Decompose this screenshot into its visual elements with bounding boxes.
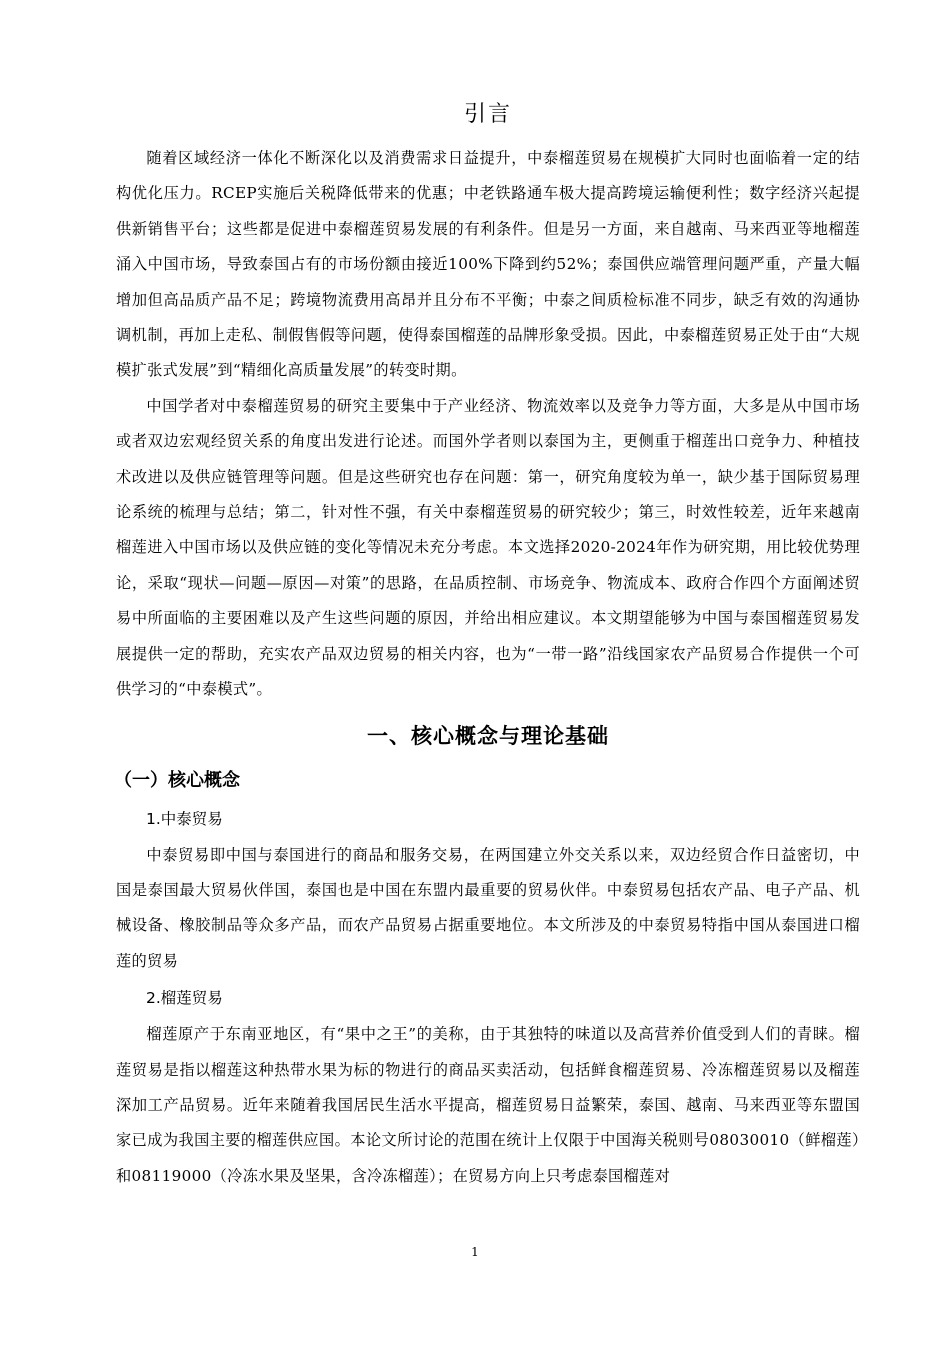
subsection-1-title: 1.中泰贸易	[146, 809, 223, 828]
subsection-1-paragraph: 中泰贸易即中国与泰国进行的商品和服务交易，在两国建立外交关系以来，双边经贸合作日益密切，中国是泰国最大贸易伙伴国，泰国也是中国在东盟内最重要的贸易伙伴。中泰贸易包括农产品、电子产品、机械设备、橡胶制品等众多产品，而农产品贸易占据重要地位。本文所涉及的中泰贸易特指中国从泰国进口榴莲的贸易	[116, 845, 860, 970]
chapter-1-title: 一、核心概念与理论基础	[367, 723, 609, 748]
subsection-2-title: 2.榴莲贸易	[146, 989, 223, 1008]
intro-paragraph-2: 中国学者对中泰榴莲贸易的研究主要集中于产业经济、物流效率以及竞争力等方面，大多是从中国市场或者双边宏观经贸关系的角度出发进行论述。而国外学者则以泰国为主，更侧重于榴莲出口竞争力、种植技术改进以及供应链管理等问题。但是这些研究也存在问题：第一，研究角度较为单一，缺少基于国际贸易理论系统的梳理与总结；第二，针对性不强，有关中泰榴莲贸易的研究较少；第三，时效性较差，近年来越南榴莲进入中国市场以及供应链的变化等情况未充分考虑。本文选择2020-2024年作为研究期，用比较优势理论，采取“现状—问题—原因—对策”的思路，在品质控制、市场竞争、物流成本、政府合作四个方面阐述贸易中所面临的主要困难以及产生这些问题的原因，并给出相应建议。本文期望能够为中国与泰国榴莲贸易发展提供一定的帮助，充实农产品双边贸易的相关内容，也为“一带一路”沿线国家农产品贸易合作提供一个可供学习的“中泰模式”。	[116, 396, 860, 699]
page-body	[116, 95, 860, 1194]
intro-paragraph-1: 随着区域经济一体化不断深化以及消费需求日益提升，中泰榴莲贸易在规模扩大同时也面临着一定的结构优化压力。RCEP实施后关税降低带来的优惠；中老铁路通车极大提高跨境运输便利性；数字经济兴起提供新销售平台；这些都是促进中泰榴莲贸易发展的有利条件。但是另一方面，来自越南、马来西亚等地榴莲涌入中国市场，导致泰国占有的市场份额由接近100%下降到约52%；泰国供应端管理问题严重，产量大幅增加但高品质产品不足；跨境物流费用高昂并且分布不平衡；中泰之间质检标准不同步，缺乏有效的沟通协调机制，再加上走私、制假售假等问题，使得泰国榴莲的品牌形象受损。因此，中泰榴莲贸易正处于由“大规模扩张式发展”到“精细化高质量发展”的转变时期。	[116, 149, 860, 380]
intro-title: 引言	[463, 102, 512, 127]
section-1-title: （一）核心概念	[114, 769, 240, 791]
subsection-2-paragraph: 榴莲原产于东南亚地区，有“果中之王”的美称，由于其独特的味道以及高营养价值受到人们的青睐。榴莲贸易是指以榴莲这种热带水果为标的物进行的商品买卖活动，包括鲜食榴莲贸易、冷冻榴莲贸易以及榴莲深加工产品贸易。近年来随着我国居民生活水平提高，榴莲贸易日益繁荣，泰国、越南、马来西亚等东盟国家已成为我国主要的榴莲供应国。本论文所讨论的范围在统计上仅限于中国海关税则号08030010（鲜榴莲）和08119000（冷冻水果及坚果，含冷冻榴莲）；在贸易方向上只考虑泰国榴莲对	[116, 1025, 860, 1185]
page-number: 1	[471, 1245, 479, 1259]
